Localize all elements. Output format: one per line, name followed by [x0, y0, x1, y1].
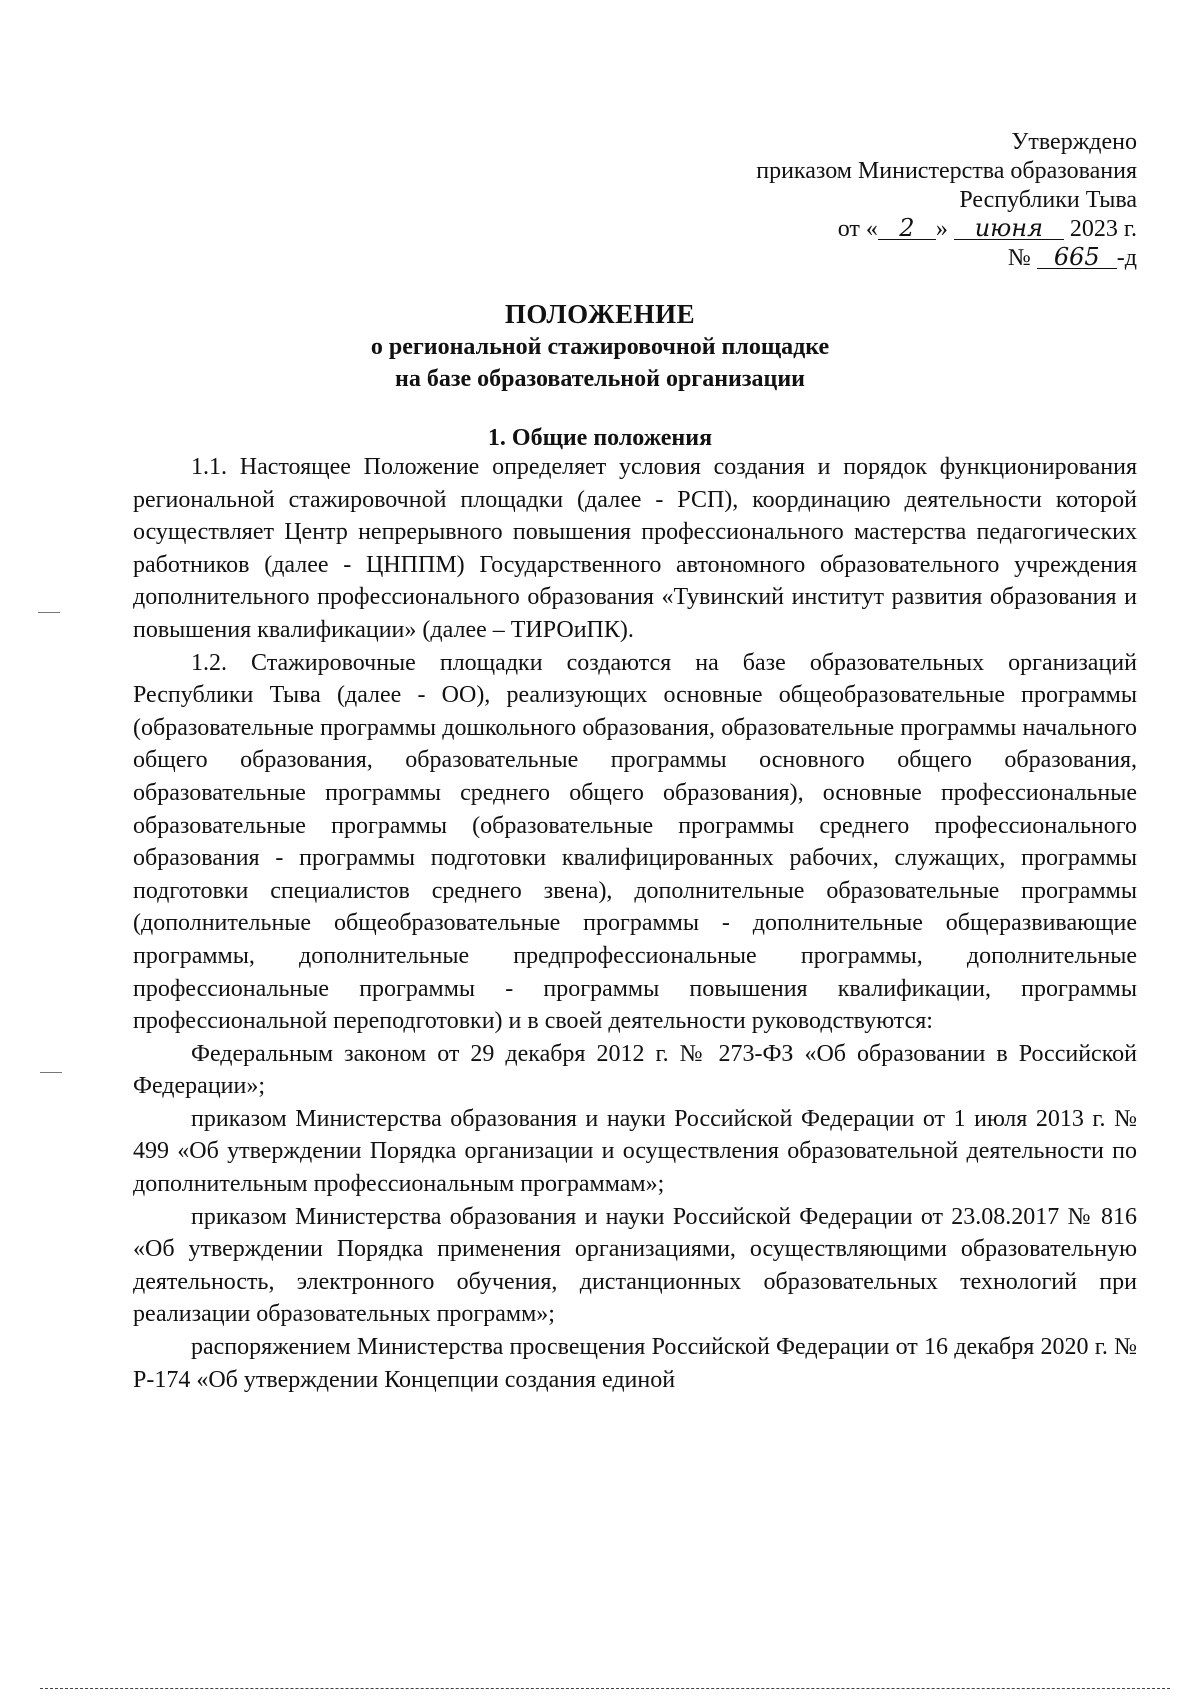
scan-bottom-line — [40, 1688, 1170, 1690]
scan-mark — [38, 612, 60, 613]
date-prefix: от « — [837, 216, 878, 242]
section-body — [133, 451, 1137, 1396]
date-mid: » — [935, 216, 948, 242]
paragraph: приказом Министерства образования и науки Российской Федерации от 1 июля 2013 г. № 499 «Об утверждении Порядка организации и осуществления образовательной деятельности по дополнительным профессиональным программам»; — [133, 1105, 1137, 1198]
scan-mark — [40, 1072, 62, 1073]
title-main: ПОЛОЖЕНИЕ — [504, 299, 696, 329]
number-suffix: -д — [1116, 245, 1137, 271]
number-handwritten: 665 — [1037, 246, 1117, 269]
approval-line-approved: Утверждено — [1011, 129, 1137, 155]
date-year: 2023 г. — [1069, 216, 1137, 242]
approval-line-region: Республики Тыва — [959, 187, 1137, 213]
title-sub-1: о региональной стажировочной площадке — [370, 334, 830, 360]
paragraph: распоряжением Министерства просвещения Российской Федерации от 16 декабря 2020 г. № Р-174 «Об утверждении Концепции создания единой — [133, 1334, 1137, 1393]
date-month-handwritten: июня — [954, 217, 1064, 240]
paragraph: приказом Министерства образования и науки Российской Федерации от 23.08.2017 № 816 «Об утверждении Порядка применения организациями, осуществляющими образовательную деятельность, электронного обучения, дистанционных образовательных технологий при реализации образовательных программ»; — [133, 1203, 1137, 1328]
date-day-handwritten: 2 — [878, 217, 936, 240]
approval-block — [756, 128, 1137, 273]
paragraph: 1.2. Стажировочные площадки создаются на базе образовательных организаций Республики Тыва (далее - ОО), реализующих основные общеобразовательные программы (образовательные программы дошкольного образования, образовательные программы начального общего образования, образовательные программы основного общего образования, образовательные программы среднего общего образования), основные профессиональные образовательные программы (образовательные программы среднего профессионального образования - программы подготовки квалифицированных рабочих, служащих, программы подготовки специалистов среднего звена), дополнительные образовательные программы (дополнительные общеобразовательные программы - дополнительные общеразвивающие программы, дополнительные предпрофессиональные программы, дополнительные профессиональные программы - программы повышения квалификации, программы профессиональной переподготовки) и в своей деятельности руководствуются: — [133, 649, 1137, 1035]
section-heading: 1. Общие положения — [487, 425, 713, 451]
paragraph: Федеральным законом от 29 декабря 2012 г. № 273-ФЗ «Об образовании в Российской Федерации»; — [133, 1040, 1137, 1100]
approval-number — [756, 244, 1137, 273]
paragraph: 1.1. Настоящее Положение определяет условия создания и порядок функционирования региональной стажировочной площадки (далее - РСП), координацию деятельности которой осуществляет Центр непрерывного повышения профессионального мастерства педагогических работников (далее - ЦНППМ) Государственного автономного образовательного учреждения дополнительного профессионального образования «Тувинский институт развития образования и повышения квалификации» (далее – ТИРОиПК). — [133, 454, 1137, 643]
approval-line-order: приказом Министерства образования — [756, 158, 1137, 184]
number-prefix: № — [1007, 245, 1031, 271]
title-sub-2: на базе образовательной организации — [394, 366, 805, 392]
document-title — [0, 297, 1200, 395]
approval-date — [756, 215, 1137, 244]
